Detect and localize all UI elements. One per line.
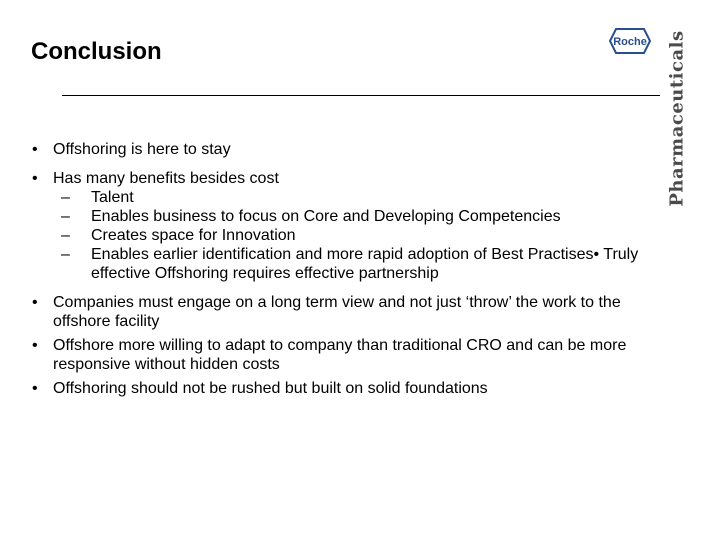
bullet-text: Offshoring is here to stay: [53, 141, 231, 158]
slide-title: Conclusion: [31, 38, 162, 65]
bullet-text: Offshore more willing to adapt to company than traditional CRO and can be more responsive without hidden costs: [53, 337, 627, 373]
sub-bullet-list: [32, 188, 672, 283]
sub-bullet-text: Enables business to focus on Core and Developing Competencies: [91, 208, 561, 225]
bullet-item: [32, 379, 672, 398]
bullet-item: [32, 336, 672, 374]
roche-hexagon-icon: [609, 28, 651, 54]
dash-glyph: –: [61, 189, 70, 206]
logo-text: Roche: [613, 36, 647, 48]
sub-bullet-item: [32, 188, 672, 207]
sub-bullet-item: [32, 226, 672, 245]
sub-bullet-text: Creates space for Innovation: [91, 227, 296, 244]
roche-logo: [609, 28, 651, 54]
dash-glyph: –: [61, 246, 70, 263]
bullet-text: Companies must engage on a long term view and not just ‘throw’ the work to the offshore facility: [53, 294, 621, 330]
bullet-item: [32, 293, 672, 331]
sub-bullet-item: [32, 245, 672, 283]
brand-vertical-text: Pharmaceuticals: [666, 29, 688, 207]
sub-bullet-item: [32, 207, 672, 226]
bullet-glyph: •: [32, 337, 38, 354]
bullet-item: [32, 140, 672, 159]
title-divider: [62, 95, 660, 96]
bullet-item: [32, 169, 672, 188]
sub-bullet-text: Enables earlier identification and more rapid adoption of Best Practises• Truly effective Offshoring requires effective partnership: [91, 246, 639, 282]
bullet-text: Has many benefits besides cost: [53, 170, 279, 187]
bullet-text: Offshoring should not be rushed but built on solid foundations: [53, 380, 488, 397]
bullet-glyph: •: [32, 170, 38, 187]
bullet-glyph: •: [32, 294, 38, 311]
dash-glyph: –: [61, 208, 70, 225]
slide-body: [32, 140, 672, 398]
bullet-glyph: •: [32, 141, 38, 158]
dash-glyph: –: [61, 227, 70, 244]
sub-bullet-text: Talent: [91, 189, 134, 206]
bullet-glyph: •: [32, 380, 38, 397]
